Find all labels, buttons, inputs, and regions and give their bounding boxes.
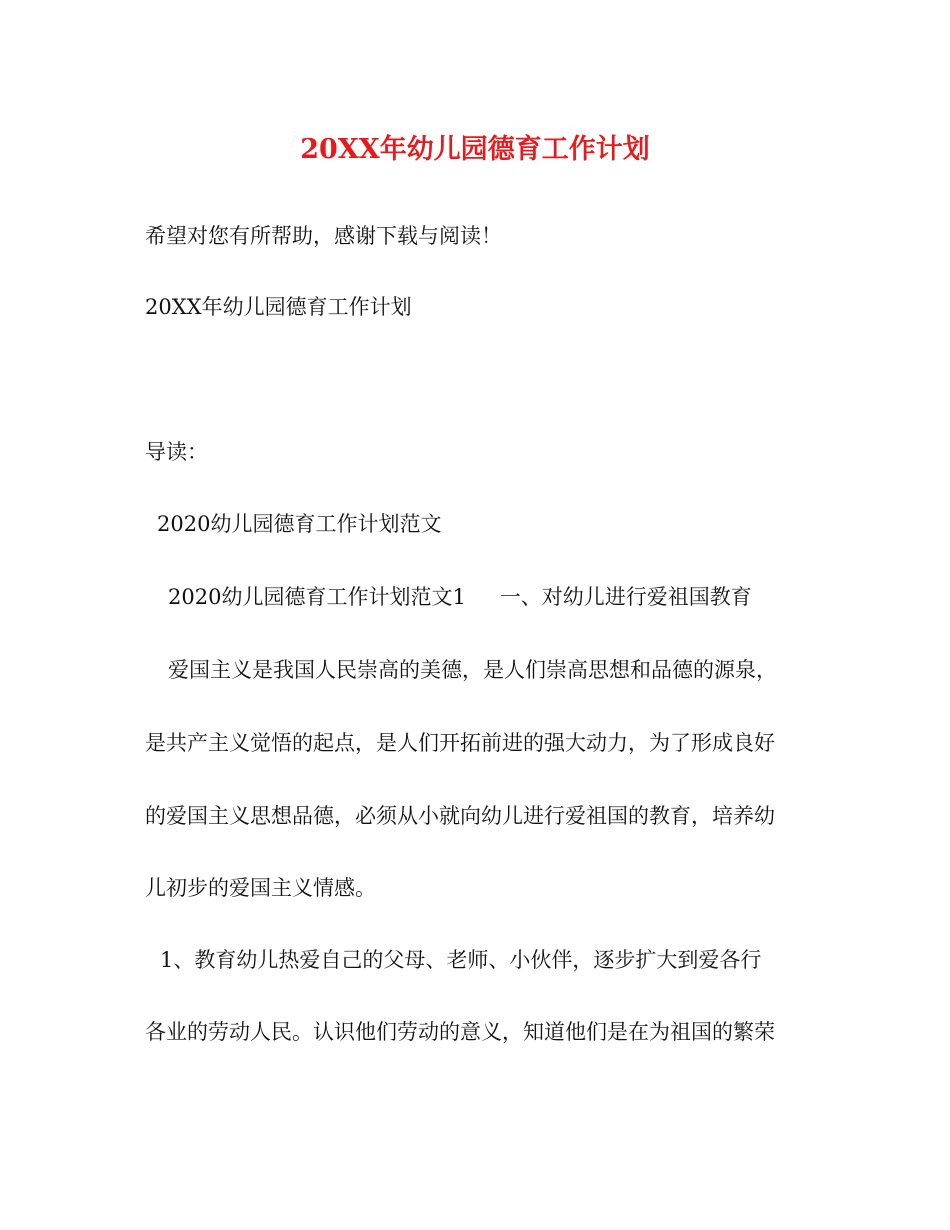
- intro-line: 希望对您有所帮助，感谢下载与阅读！: [145, 224, 502, 248]
- guide-label: 导读：: [145, 440, 208, 464]
- sample-heading: 2020幼儿园德育工作计划范文: [157, 512, 442, 536]
- paragraph-1-line-3: 的爱国主义思想品德，必须从小就向幼儿进行爱祖国的教育，培养幼: [145, 804, 775, 828]
- section-1-heading: 一、对幼儿进行爱祖国教育: [499, 585, 752, 609]
- paragraph-1-line-4: 儿初步的爱国主义情感。: [145, 876, 376, 900]
- paragraph-1-line-1: 爱国主义是我国人民崇高的美德，是人们崇高思想和品德的源泉，: [168, 658, 777, 682]
- subtitle-line: 20XX年幼儿园德育工作计划: [145, 295, 412, 319]
- document-title: 20XX年幼儿园德育工作计划: [300, 134, 650, 165]
- sample-1-label: 2020幼儿园德育工作计划范文1: [168, 585, 466, 609]
- sample-1-line: [168, 581, 752, 613]
- paragraph-1-line-2: 是共产主义觉悟的起点，是人们开拓前进的强大动力，为了形成良好: [145, 731, 775, 755]
- item-1-line-2: 各业的劳动人民。认识他们劳动的意义，知道他们是在为祖国的繁荣: [145, 1020, 775, 1044]
- item-1-line-1: 1、教育幼儿热爱自己的父母、老师、小伙伴，逐步扩大到爱各行: [160, 948, 762, 972]
